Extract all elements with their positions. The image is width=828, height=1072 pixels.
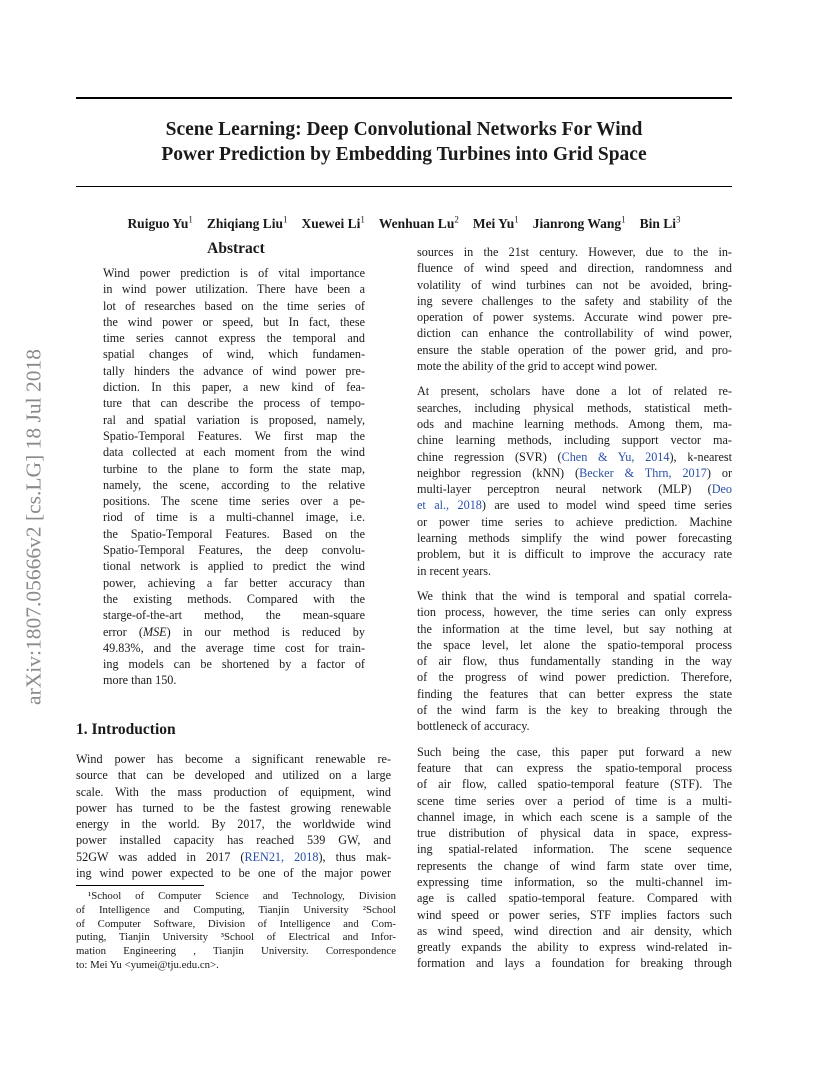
abstract-line: Spatio-Temporal Features. We first map the	[103, 428, 365, 443]
abstract-line: starge-of-the-art method, the mean-square	[103, 608, 365, 623]
top-rule	[76, 97, 732, 99]
abstract-line: positions. The scene time series over a pe-	[103, 494, 365, 509]
text-line: power has turned to be the fastest growing renewable	[76, 800, 391, 815]
abstract-line: ral and spatial variation is proposed, namely,	[103, 412, 365, 427]
arxiv-stamp: arXiv:1807.05666v2 [cs.LG] 18 Jul 2018	[21, 349, 46, 705]
text-line: Wind power has become a significant renewable re-	[76, 752, 391, 766]
paragraph	[417, 744, 732, 972]
text-line: of the progress of wind power prediction. Therefore,	[417, 670, 732, 685]
text-line: energy in the world. By 2017, the worldwide wind	[76, 817, 391, 832]
title-bottom-rule	[76, 186, 732, 187]
text-line: neighbor regression (kNN) (Becker & Thrn, 2017) or	[417, 465, 732, 480]
abstract-line: the Spatio-Temporal Features. Based on the	[103, 526, 365, 541]
footnote-rule	[76, 885, 204, 886]
text-line: ing wind power expected to be one of the major power	[76, 866, 391, 881]
text-line: problem, but it is difficult to improve the accuracy rate	[417, 547, 732, 562]
author-name: Zhiqiang Liu$^1$	[206, 214, 288, 231]
author-name: Jianrong Wang$^1$	[532, 214, 626, 231]
text-line: as wind speed, wind direction and air density, which	[417, 923, 732, 938]
abstract-line: namely, the scene, according to the relative	[103, 477, 365, 492]
abstract-line: more than 150.	[103, 673, 177, 688]
text-line: learning methods simplify the wind power forecasting	[417, 531, 732, 546]
text-line: Such being the case, this paper put forward a new	[417, 744, 732, 759]
footnote-line: to: Mei Yu <yumei@tju.edu.cn>.	[76, 958, 219, 971]
left-column-text	[76, 751, 391, 881]
author-affiliation-mark: 1	[360, 214, 365, 224]
text-line: finding the features that can better express the state	[417, 686, 732, 701]
author-name: Bin Li$^3$	[639, 214, 681, 231]
footnote	[76, 890, 396, 973]
text-line: et al., 2018) are used to model wind speed time series	[417, 498, 732, 513]
author-name: Ruiguo Yu$^1$	[127, 214, 193, 231]
text-line: in recent years.	[417, 563, 492, 578]
right-column-text	[417, 244, 732, 972]
text-line: the information at the time level, but say nothing at	[417, 621, 732, 636]
text-line: wind speed or power series, STF implies factors such	[417, 907, 732, 922]
abstract-heading: Abstract	[207, 240, 265, 257]
abstract-line: riod of time is a multi-channel image, i.e.	[103, 510, 365, 525]
author-name: Wenhuan Lu$^2$	[378, 214, 459, 231]
footnote-line: ¹School of Computer Science and Technology, Division	[88, 890, 396, 902]
citation-link[interactable]: Deo	[711, 482, 732, 497]
text-line: ods and machine learning methods. Among them, ma-	[417, 416, 732, 431]
author-affiliation-mark: 3	[676, 214, 681, 224]
text-line: ensure the stable operation of the power grid, and pro-	[417, 342, 732, 357]
text-line: 52GW was added in 2017 (REN21, 2018), thus mak-	[76, 849, 392, 864]
text-line: feature that can express the spatio-temporal process	[417, 760, 732, 775]
text-line: formation and lays a foundation for breaking through	[417, 956, 732, 971]
text-line: At present, scholars have done a lot of related re-	[417, 384, 732, 399]
abstract-line: diction. In this paper, a new kind of fea-	[103, 380, 365, 395]
footnote-line: of Intelligence and Computing, Tianjin University ²School	[76, 903, 396, 916]
abstract-line: the existing methods. Compared with the	[103, 591, 365, 606]
author-name: Xuewei Li$^1$	[301, 214, 365, 231]
abstract-line: power, achieving a far better accuracy than	[103, 575, 365, 590]
text-line: greatly expands the ability to express wind-related in-	[417, 940, 732, 955]
text-line: operation of power systems. Accurate wind power pre-	[417, 310, 732, 325]
abstract-line: Wind power prediction is of vital importance	[103, 266, 365, 280]
text-line: the space level, let alone the spatio-temporal process	[417, 637, 732, 652]
author-affiliation-mark: 1	[621, 214, 626, 224]
title-line: Scene Learning: Deep Convolutional Networks For Wind	[165, 119, 643, 140]
text-line: of air flow, called spatio-temporal feature (STF). The	[417, 777, 732, 792]
text-line: We think that the wind is temporal and spatial correla-	[417, 588, 732, 603]
abstract-line: lot of researches based on the time series of	[103, 298, 365, 313]
abstract-line: Spatio-Temporal Features, the deep convolu-	[103, 543, 365, 558]
text-line: channel image, in which each scene is a sample of the	[417, 809, 732, 824]
text-line: diction can enhance the controllability of wind power,	[417, 326, 732, 341]
author-affiliation-mark: 1	[514, 214, 519, 224]
text-line: scene time series over a period of time is a multi-	[417, 793, 732, 808]
text-line: ing severe challenges to the safety and stability of the	[417, 293, 732, 308]
abstract-line: the wind power or speed, but In fact, these	[103, 314, 365, 329]
text-line: searches, including physical methods, statistical meth-	[417, 400, 732, 415]
citation-link[interactable]: REN21, 2018	[244, 849, 319, 864]
text-line: multi-layer perceptron neural network (MLP) (Deo	[417, 482, 732, 497]
title-line: Power Prediction by Embedding Turbines into Grid Space	[161, 144, 647, 165]
text-line: fluence of wind speed and direction, randomness and	[417, 261, 732, 276]
text-line: power installed capacity has reached 539 GW, and	[76, 833, 391, 848]
text-line: sources in the 21st century. However, due to the in-	[417, 245, 732, 259]
author-list	[76, 214, 732, 232]
abstract-line: ture that can describe the process of tempo-	[103, 396, 365, 411]
text-line: chine regression (SVR) (Chen & Yu, 2014), k-nearest	[417, 449, 732, 464]
text-line: or power time series to achieve prediction. Machine	[417, 514, 732, 529]
intro-heading: 1. Introduction	[76, 721, 176, 738]
text-line: represents the change of wind farm state over time,	[417, 858, 732, 873]
abstract-line: time series cannot express the temporal and	[103, 331, 365, 346]
text-line: source that can be developed and utilized on a large	[76, 768, 391, 783]
footnote-line: mation Engineering , Tianjin University. Correspondence	[76, 945, 396, 958]
text-line: mote the ability of the grid to accept wind power.	[417, 359, 658, 374]
text-line: tion process, however, the time series can only express	[417, 605, 732, 620]
citation-link[interactable]: Becker & Thrn, 2017	[579, 465, 707, 480]
author-name: Mei Yu$^1$	[472, 214, 519, 231]
abstract-line: ing models can be shortened by a factor of	[103, 657, 365, 672]
text-line: of air flow, thus fundamentally standing in the way	[417, 654, 732, 669]
footnote-line: of Computer Software, Division of Intelligence and Com-	[76, 917, 396, 930]
text-line: chine learning methods, including support vector ma-	[417, 433, 732, 448]
abstract-body	[103, 265, 365, 689]
citation-link[interactable]: Chen & Yu, 2014	[561, 449, 670, 464]
text-line: scale. With the mass production of equipment, wind	[76, 784, 391, 799]
abstract-line: turbine to the plane to form the state map,	[103, 461, 365, 476]
abstract-line: error (MSE) in our method is reduced by	[103, 624, 365, 639]
text-line: volatility of wind turbines can not be avoided, bring-	[417, 277, 732, 292]
author-affiliation-mark: 1	[188, 214, 193, 224]
text-line: of the wind farm is the key to breaking through the	[417, 703, 732, 718]
footnote-line: puting, Tianjin University ³School of Electrical and Infor-	[76, 931, 396, 944]
abstract-line: in wind power utilization. There have been a	[103, 282, 365, 297]
abstract-line: spatial changes of wind, which fundamen-	[103, 347, 365, 362]
abstract-line: 49.83%, and the average time cost for train-	[103, 640, 365, 655]
abstract-line: tional network is applied to predict the wind	[103, 559, 365, 574]
author-affiliation-mark: 1	[283, 214, 288, 224]
text-line: bottleneck of accuracy.	[417, 719, 530, 734]
paragraph	[417, 588, 732, 735]
text-line: age is called spatio-temporal feature. Compared with	[417, 891, 732, 906]
text-line: true distribution of physical data in space, express-	[417, 826, 732, 841]
abstract-line: tally hinders the advance of wind power pre-	[103, 363, 365, 378]
paragraph	[417, 383, 732, 579]
text-line: expressing time information, so the multi-channel im-	[417, 874, 732, 889]
citation-link[interactable]: et al., 2018	[417, 498, 482, 513]
author-affiliation-mark: 2	[454, 214, 459, 224]
paper-title	[76, 117, 732, 167]
paragraph	[417, 244, 732, 374]
abstract-line: data collected at each moment from the wind	[103, 445, 365, 460]
text-line: ing spatial-related information. The scene sequence	[417, 842, 732, 857]
